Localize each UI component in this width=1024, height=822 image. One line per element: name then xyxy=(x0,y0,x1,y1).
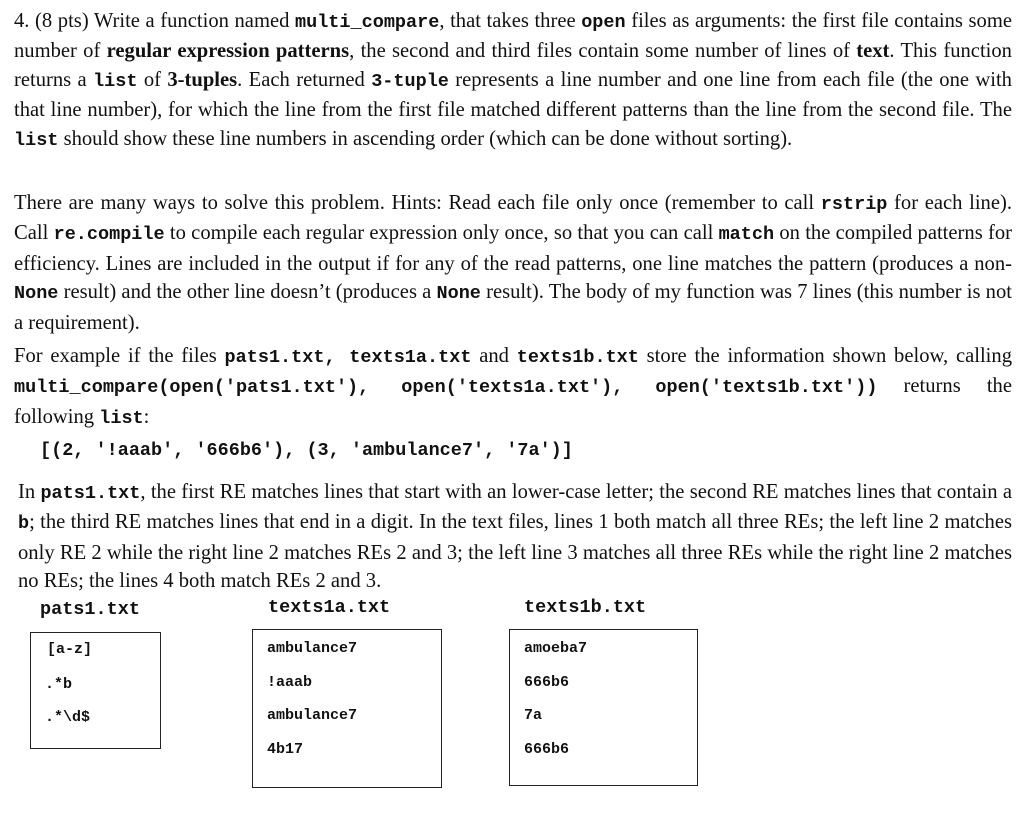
text-segment: on the compiled patterns for efficiency. Lines are included in the output if for any of the read patterns, one line matches the pattern (produces a non- xyxy=(14,222,1012,275)
code-none: None xyxy=(436,283,481,305)
code-none: None xyxy=(14,283,59,305)
file-line: 7a xyxy=(524,707,543,724)
file-line: 4b17 xyxy=(267,741,304,758)
text-segment: ; the third RE matches lines that end in a digit. In the text files, lines 1 both match all three REs; the left line 2 matches only RE 2 while the right line 2 matches REs 2 and 3; the left line 3 matches all three REs while the right line 2 matches no REs; the lines 4 both match REs 2 and 3. xyxy=(18,511,1012,593)
text-segment: for each line). Call xyxy=(14,192,1012,245)
text-segment: represents a line number and one line from each file (the one with that line number), for which the line from the first file matched different patterns than the line from the second file. The xyxy=(14,68,1012,122)
text-segment: files as arguments: the first file contains some number of xyxy=(14,10,1012,63)
text-segment: returns the following xyxy=(14,375,1012,428)
text-segment: . Each returned xyxy=(237,68,372,91)
code-re-compile: re.compile xyxy=(53,224,165,246)
function-name: multi_compare xyxy=(295,12,440,33)
file-line: .*\d$ xyxy=(45,709,91,726)
text-segment: In xyxy=(18,481,41,503)
code-open: open xyxy=(581,12,626,33)
text-segment: to compile each regular expression only once, so that you can call xyxy=(164,222,719,245)
file-line: [a-z] xyxy=(47,641,93,658)
hints-paragraph xyxy=(14,189,1012,337)
code-list: list xyxy=(99,407,144,429)
code-match: match xyxy=(718,224,775,246)
code-tuple: 3-tuple xyxy=(371,70,449,92)
texts1b-file-title: texts1b.txt xyxy=(524,597,647,618)
code-b: b xyxy=(18,513,30,535)
text-segment: result). The body of my function was 7 lines (this number is not a requirement). xyxy=(14,281,1012,334)
code-list: list xyxy=(14,129,59,151)
code-filenames: pats1.txt, texts1a.txt xyxy=(224,347,472,368)
text-segment: , that takes three xyxy=(439,10,582,32)
example-result: [(2, '!aaab', '666b6'), (3, 'ambulance7', '7a')] xyxy=(40,440,573,461)
example-paragraph xyxy=(14,342,1012,433)
pats-file-title: pats1.txt xyxy=(40,599,140,620)
text-segment: store the information shown below, calling xyxy=(638,345,1013,367)
text-segment: : xyxy=(143,405,150,428)
bold-term: text xyxy=(856,40,890,63)
text-segment: of xyxy=(137,68,168,91)
problem-statement xyxy=(14,7,1012,155)
file-line: 666b6 xyxy=(524,674,570,691)
code-rstrip: rstrip xyxy=(820,194,888,215)
text-segment: result) and the other line doesn’t (produces a xyxy=(58,281,437,304)
pats-file-box xyxy=(30,632,161,749)
text-segment: , the second and third files contain some number of lines of xyxy=(349,40,857,63)
text-segment: For example if the files xyxy=(14,345,225,367)
file-line: ambulance7 xyxy=(267,640,358,657)
texts1b-file-box xyxy=(509,629,698,786)
file-line: !aaab xyxy=(267,674,313,691)
text-segment: , the first RE matches lines that start with an lower-case letter; the second RE matches lines that contain a xyxy=(140,481,1012,503)
code-filename: pats1.txt xyxy=(40,483,141,504)
texts1a-file-title: texts1a.txt xyxy=(268,597,391,618)
text-segment: should show these line numbers in ascending order (which can be done without sorting). xyxy=(58,127,793,150)
texts1a-file-box xyxy=(252,629,442,788)
code-filename: texts1b.txt xyxy=(516,347,639,368)
code-list: list xyxy=(93,70,138,92)
code-call: multi_compare(open('pats1.txt'), open('texts1a.txt'), open('texts1b.txt')) xyxy=(14,377,878,399)
file-line: ambulance7 xyxy=(267,707,358,724)
text-segment: . This function returns a xyxy=(14,40,1012,91)
bold-term: 3-tuples xyxy=(167,68,238,91)
explanation-paragraph xyxy=(18,478,1012,596)
file-line: .*b xyxy=(45,676,73,693)
text-segment: There are many ways to solve this problem. Hints: Read each file only once (remember to call xyxy=(14,192,821,214)
text-segment: and xyxy=(471,345,517,367)
file-line: 666b6 xyxy=(524,741,570,758)
file-line: amoeba7 xyxy=(524,640,588,657)
bold-term: regular expression patterns xyxy=(106,40,350,63)
intro-text: 4. (8 pts) Write a function named xyxy=(14,10,295,32)
